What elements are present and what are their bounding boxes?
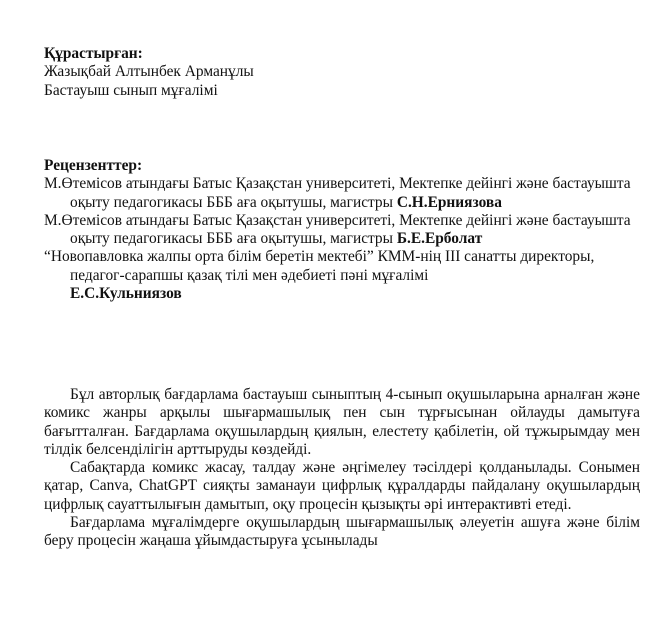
description-paragraph: Бұл авторлық бағдарлама бастауыш сыныптың 4-сынып оқушыларына арналған және комикс жанры арқылы шығармашылық пен сын тұрғысынан ойлауды дамытуға бағытталған. Бағдарлама оқушылардың қиялын, елестету қабілетін, ой тұжырымдау мен тілдік белсенділігін арттыруды көздейді.: [44, 386, 640, 458]
program-description: [44, 386, 640, 551]
compiled-by-section: [44, 45, 640, 100]
reviewers-section: [44, 157, 640, 303]
reviewer-entry: [44, 212, 640, 249]
reviewer-entry: [44, 248, 640, 303]
reviewer-affiliation: “Новопавловка жалпы орта білім беретін мектебі” КММ-нің ІІІ санатты директоры, педагог-сарапшы қазақ тілі мен әдебиеті пәні мұғалімі: [44, 248, 595, 284]
compiled-by-heading: Құрастырған:: [44, 45, 143, 62]
reviewer-name: Б.Е.Ерболат: [396, 230, 483, 248]
author-position: Бастауыш сынып мұғалімі: [44, 81, 218, 99]
author-name: Жазықбай Алтынбек Арманұлы: [44, 63, 254, 81]
reviewer-affiliation: М.Өтемісов атындағы Батыс Қазақстан университеті, Мектепке дейінгі және бастауышта оқыту педагогикасы БББ аға оқытушы, магистры: [44, 211, 631, 248]
reviewers-heading: Рецензенттер:: [44, 157, 143, 174]
reviewer-name: Е.С.Кульниязов: [70, 285, 182, 303]
description-paragraph: Бағдарлама мұғалімдерге оқушылардың шығармашылық әлеуетін ашуға және білім беру процесін жаңаша ұйымдастыруға ұсынылады: [44, 514, 640, 550]
description-paragraph: Сабақтарда комикс жасау, талдау және әңгімелеу тәсілдері қолданылады. Сонымен қатар, Canva, ChatGPT сияқты заманауи цифрлық құралдарды пайдалану оқушылардың цифрлық сауаттылығын дамытып, оқу процесін қызықты әрі интерактивті етеді.: [44, 459, 640, 513]
reviewer-entry: [44, 175, 640, 212]
reviewer-affiliation: М.Өтемісов атындағы Батыс Қазақстан университеті, Мектепке дейінгі және бастауышта оқыту педагогикасы БББ аға оқытушы, магистры: [44, 175, 631, 211]
reviewer-name: С.Н.Ерниязова: [396, 193, 502, 211]
